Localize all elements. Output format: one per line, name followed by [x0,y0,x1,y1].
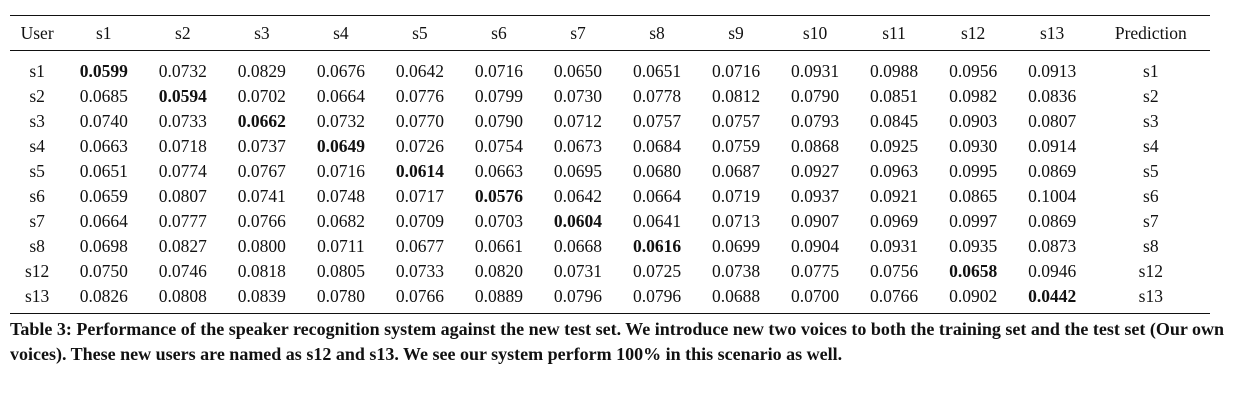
column-header-prediction: Prediction [1114,22,1187,43]
score-cell: 0.0717 [395,186,444,206]
column-header-s7: s7 [570,22,586,43]
score-cell: 0.0685 [79,86,128,106]
score-cell: 0.0902 [949,286,998,306]
score-cell: 0.0756 [870,261,919,281]
row-user-cell: s4 [29,136,45,156]
column-header-s2: s2 [175,22,191,43]
score-cell: 0.0733 [158,111,207,131]
score-cell: 0.0676 [316,61,365,81]
score-cell: 0.0799 [474,86,523,106]
score-cell: 0.0997 [949,211,998,231]
score-cell: 0.0642 [395,61,444,81]
table-row [10,234,1210,259]
column-header-s3: s3 [254,22,270,43]
score-cell: 0.0812 [711,86,761,106]
score-cell: 0.0766 [395,286,444,306]
score-cell: 0.0930 [949,136,998,156]
score-cell: 0.0869 [1028,211,1077,231]
score-cell: 0.0651 [632,61,682,81]
score-cell: 0.0698 [79,236,128,256]
column-header-s8: s8 [649,22,665,43]
score-cell: 0.0702 [237,86,286,106]
score-cell: 0.0766 [237,211,286,231]
score-cell: 0.0650 [553,61,603,81]
score-cell: 0.0726 [395,136,444,156]
score-cell: 0.0873 [1028,236,1077,256]
prediction-cell: s2 [1143,86,1159,106]
table-row [10,134,1210,159]
score-cell: 0.0699 [711,236,761,256]
score-cell: 0.0750 [79,261,128,281]
score-cell: 0.0935 [949,236,998,256]
column-header-s11: s11 [882,22,906,43]
score-cell: 0.0818 [237,261,286,281]
score-cell: 0.0757 [711,111,761,131]
score-cell: 0.0780 [316,286,365,306]
score-cell: 0.0931 [791,61,840,81]
score-cell-best: 0.0662 [237,111,286,131]
score-cell: 0.0827 [158,236,207,256]
column-header-s5: s5 [412,22,428,43]
row-user-cell: s2 [29,86,45,106]
row-user-cell: s3 [29,111,45,131]
score-cell: 0.0770 [395,111,444,131]
prediction-cell: s12 [1138,261,1163,281]
score-cell: 0.0995 [949,161,998,181]
row-user-cell: s1 [29,61,45,81]
score-cell: 0.0748 [316,186,365,206]
score-cell: 0.0988 [870,61,919,81]
score-cell: 0.0927 [791,161,840,181]
score-cell: 0.0969 [870,211,919,231]
score-cell: 0.0677 [395,236,444,256]
column-header-s4: s4 [333,22,349,43]
column-header-s12: s12 [960,22,986,43]
score-cell: 0.0925 [870,136,919,156]
score-cell: 0.0716 [474,61,523,81]
score-cell: 0.0903 [949,111,998,131]
score-cell: 0.0778 [632,86,682,106]
score-cell: 0.0663 [474,161,523,181]
score-cell: 0.0766 [870,286,919,306]
prediction-cell: s6 [1143,186,1159,206]
score-cell-best: 0.0614 [395,161,444,181]
score-cell: 0.0703 [474,211,523,231]
score-cell: 0.0790 [791,86,840,106]
score-cell: 0.0805 [316,261,365,281]
column-header-user: User [20,22,54,43]
score-cell: 0.0737 [237,136,286,156]
score-cell: 0.0907 [791,211,840,231]
score-cell: 0.0982 [949,86,998,106]
column-header-s1: s1 [96,22,112,43]
score-cell: 0.0713 [711,211,761,231]
score-cell: 0.0741 [237,186,286,206]
table-row [10,109,1210,134]
score-cell: 0.0695 [553,161,603,181]
score-cell: 0.0914 [1028,136,1077,156]
score-cell: 0.0851 [870,86,919,106]
prediction-cell: s8 [1143,236,1159,256]
score-cell: 0.1004 [1028,186,1077,206]
score-cell: 0.0836 [1028,86,1077,106]
score-cell-best: 0.0442 [1028,286,1077,306]
score-cell: 0.0757 [632,111,682,131]
score-cell: 0.0931 [870,236,919,256]
score-cell: 0.0661 [474,236,523,256]
score-cell: 0.0651 [79,161,128,181]
score-cell: 0.0946 [1028,261,1077,281]
score-cell: 0.0641 [632,211,682,231]
score-cell: 0.0868 [791,136,840,156]
table-row [10,284,1210,314]
score-cell: 0.0716 [316,161,365,181]
table-body [10,51,1210,314]
results-table [10,15,1210,314]
table-row [10,184,1210,209]
score-cell: 0.0775 [791,261,840,281]
score-cell: 0.0963 [870,161,919,181]
score-cell: 0.0740 [79,111,128,131]
score-cell: 0.0746 [158,261,207,281]
score-cell: 0.0700 [791,286,840,306]
table-row [10,259,1210,284]
column-header-s13: s13 [1040,22,1065,43]
row-user-cell: s8 [29,236,45,256]
score-cell: 0.0716 [711,61,761,81]
row-user-cell: s5 [29,161,45,181]
score-cell-best: 0.0649 [316,136,365,156]
score-cell: 0.0709 [395,211,444,231]
prediction-cell: s3 [1143,111,1159,131]
score-cell: 0.0767 [237,161,286,181]
score-cell: 0.0754 [474,136,523,156]
score-cell: 0.0865 [949,186,998,206]
score-cell: 0.0869 [1028,161,1077,181]
score-cell: 0.0937 [791,186,840,206]
score-cell-best: 0.0658 [949,261,998,281]
score-cell-best: 0.0599 [79,61,128,81]
score-cell-best: 0.0616 [632,236,682,256]
prediction-cell: s7 [1143,211,1159,231]
table-row [10,84,1210,109]
score-cell: 0.0820 [474,261,523,281]
score-cell: 0.0664 [316,86,365,106]
score-cell: 0.0733 [395,261,444,281]
row-user-cell: s7 [29,211,45,231]
score-cell: 0.0732 [316,111,365,131]
row-user-cell: s6 [29,186,45,206]
table-row [10,209,1210,234]
prediction-cell: s4 [1143,136,1159,156]
score-cell: 0.0800 [237,236,286,256]
score-cell: 0.0904 [791,236,840,256]
score-cell: 0.0796 [632,286,682,306]
score-cell: 0.0829 [237,61,286,81]
score-cell: 0.0730 [553,86,603,106]
score-cell: 0.0711 [317,236,365,256]
score-cell: 0.0921 [870,186,919,206]
score-cell: 0.0731 [553,261,603,281]
score-cell: 0.0663 [79,136,128,156]
column-header-s10: s10 [802,22,828,43]
score-cell-best: 0.0594 [158,86,207,106]
score-cell: 0.0889 [474,286,523,306]
score-cell: 0.0680 [632,161,682,181]
score-cell-best: 0.0604 [553,211,603,231]
score-cell: 0.0738 [711,261,761,281]
score-cell: 0.0956 [949,61,998,81]
score-cell: 0.0913 [1028,61,1077,81]
score-cell: 0.0668 [553,236,603,256]
score-cell: 0.0664 [79,211,128,231]
score-cell: 0.0642 [553,186,603,206]
table-caption: Table 3: Performance of the speaker recognition system against the new test set. We introduce new two voices to both the training set and the test set (Our own voices). These new users are named as s12 and s13. We see our system perform 100% in this scenario as well. [10,319,1225,364]
score-cell: 0.0839 [237,286,286,306]
score-cell: 0.0725 [632,261,682,281]
table-row [10,51,1210,85]
score-cell: 0.0673 [553,136,603,156]
table-row [10,159,1210,184]
table-header-row [10,16,1210,51]
score-cell: 0.0793 [791,111,840,131]
score-cell: 0.0807 [1028,111,1077,131]
prediction-cell: s5 [1143,161,1159,181]
score-cell: 0.0796 [553,286,603,306]
score-cell: 0.0790 [474,111,523,131]
prediction-cell: s1 [1143,61,1159,81]
score-cell: 0.0777 [158,211,207,231]
score-cell: 0.0776 [395,86,444,106]
score-cell: 0.0664 [632,186,682,206]
column-header-s6: s6 [491,22,507,43]
prediction-cell: s13 [1138,286,1163,306]
score-cell: 0.0774 [158,161,207,181]
score-cell: 0.0712 [553,111,603,131]
score-cell: 0.0687 [711,161,761,181]
score-cell: 0.0659 [79,186,128,206]
column-header-s9: s9 [728,22,744,43]
score-cell: 0.0718 [158,136,207,156]
score-cell: 0.0732 [158,61,207,81]
score-cell: 0.0688 [711,286,761,306]
row-user-cell: s12 [24,261,50,281]
score-cell: 0.0808 [158,286,207,306]
score-cell-best: 0.0576 [474,186,523,206]
score-cell: 0.0826 [79,286,128,306]
score-cell: 0.0845 [870,111,919,131]
score-cell: 0.0807 [158,186,207,206]
score-cell: 0.0759 [711,136,761,156]
results-table-container [10,15,1210,314]
row-user-cell: s13 [24,286,50,306]
score-cell: 0.0719 [711,186,761,206]
score-cell: 0.0682 [316,211,365,231]
score-cell: 0.0684 [632,136,682,156]
